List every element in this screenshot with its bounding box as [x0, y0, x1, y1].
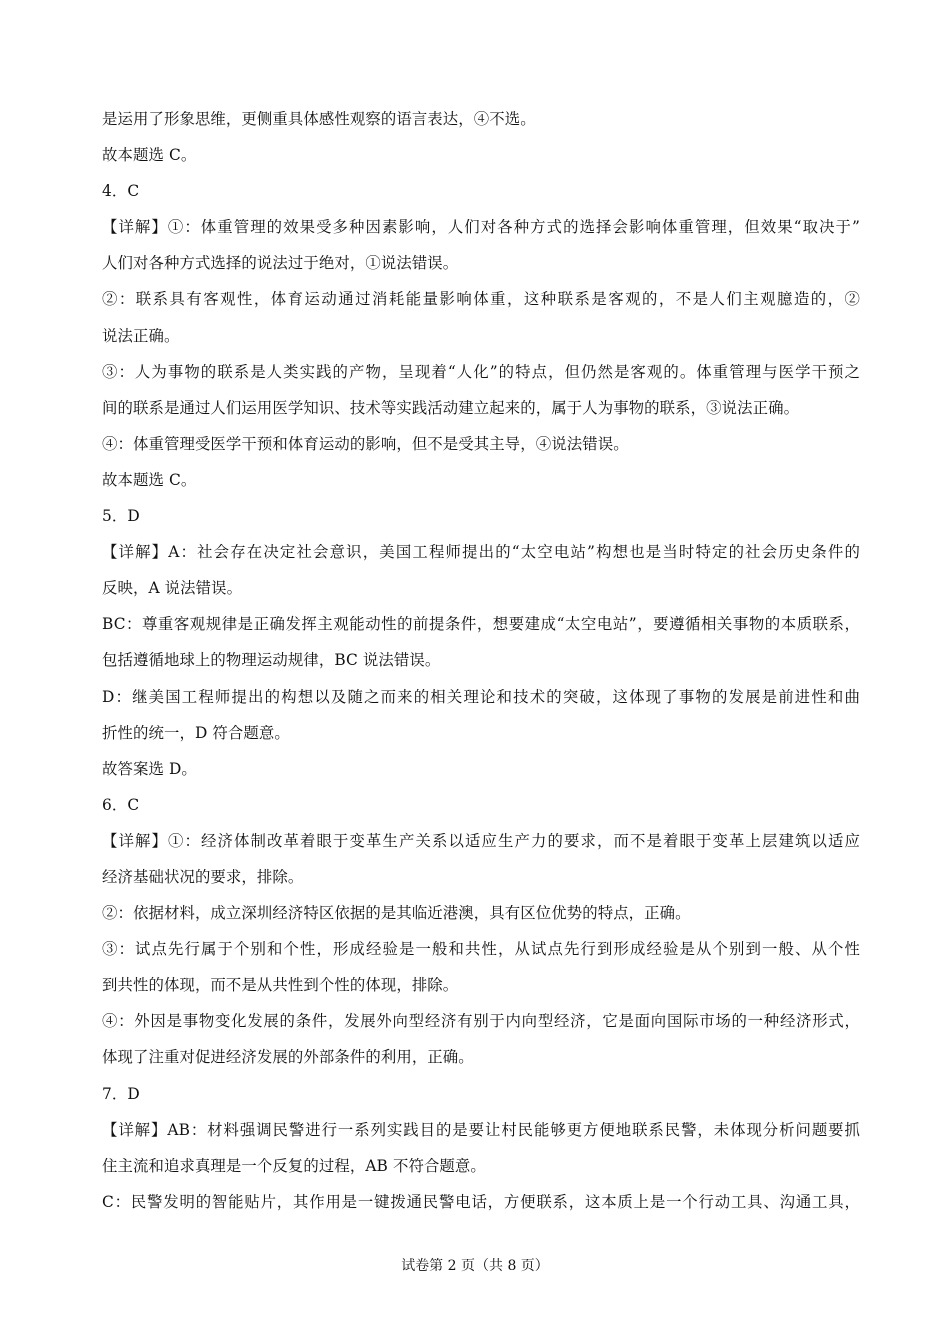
text-line: 【详解】①：经济体制改革着眼于变革生产关系以适应生产力的要求，而不是着眼于变革上层建筑以适应: [102, 831, 860, 850]
text-line: 4．C: [102, 182, 140, 201]
text-line: 故答案选 D。: [102, 759, 197, 778]
text-line: 【详解】①：体重管理的效果受多种因素影响，人们对各种方式的选择会影响体重管理，但效果“取决于”: [102, 218, 860, 237]
text-line: 是运用了形象思维，更侧重具体感性观察的语言表达，④不选。: [102, 110, 536, 128]
text-line: 7．D: [102, 1084, 140, 1103]
text-line: ②：依据材料，成立深圳经济特区依据的是其临近港澳，具有区位优势的特点，正确。: [102, 904, 691, 923]
text-line: 住主流和追求真理是一个反复的过程，AB 不符合题意。: [102, 1156, 486, 1175]
text-line: 折性的统一，D 符合题意。: [102, 723, 290, 742]
text-line: 故本题选 C。: [102, 470, 197, 489]
text-line: ②：联系具有客观性，体育运动通过消耗能量影响体重，这种联系是客观的，不是人们主观臆造的，②: [102, 290, 860, 309]
text-line: 说法正确。: [102, 326, 180, 345]
page-footer: 试卷第 2 页（共 8 页）: [401, 1258, 549, 1274]
text-line: 到共性的体现，而不是从共性到个性的体现，排除。: [102, 976, 459, 995]
text-line: ③：试点先行属于个别和个性，形成经验是一般和共性，从试点先行到形成经验是从个别到一般、从个性: [102, 940, 860, 959]
text-line: 经济基础状况的要求，排除。: [102, 867, 304, 886]
answer-content: [102, 101, 860, 1220]
text-line: ④：体重管理受医学干预和体育运动的影响，但不是受其主导，④说法错误。: [102, 434, 629, 453]
text-line: 反映，A 说法错误。: [102, 579, 243, 598]
text-line: ④：外因是事物变化发展的条件，发展外向型经济有别于内向型经济，它是面向国际市场的一种经济形式，: [102, 1012, 860, 1031]
text-line: D：继美国工程师提出的构想以及随之而来的相关理论和技术的突破，这体现了事物的发展是前进性和曲: [102, 687, 860, 706]
text-line: 【详解】AB：材料强调民警进行一系列实践目的是要让村民能够更方便地联系民警，未体现分析问题要抓: [102, 1120, 860, 1139]
text-line: 5．D: [102, 507, 140, 526]
text-line: 包括遵循地球上的物理运动规律，BC 说法错误。: [102, 651, 441, 670]
text-line: 体现了注重对促进经济发展的外部条件的利用，正确。: [102, 1048, 474, 1067]
text-line: 故本题选 C。: [102, 146, 197, 165]
text-line: 【详解】A：社会存在决定社会意识，美国工程师提出的“太空电站”构想也是当时特定的社会历史条件的: [102, 543, 860, 562]
text-line: C：民警发明的智能贴片，其作用是一键拨通民警电话，方便联系，这本质上是一个行动工具、沟通工具，: [102, 1192, 860, 1211]
text-line: 6．C: [102, 795, 140, 814]
text-line: ③：人为事物的联系是人类实践的产物，呈现着“人化”的特点，但仍然是客观的。体重管理与医学干预之: [102, 362, 860, 381]
text-line: BC：尊重客观规律是正确发挥主观能动性的前提条件，想要建成“太空电站”，要遵循相关事物的本质联系，: [102, 615, 860, 634]
text-line: 人们对各种方式选择的说法过于绝对，①说法错误。: [102, 254, 459, 273]
text-line: 间的联系是通过人们运用医学知识、技术等实践活动建立起来的，属于人为事物的联系，③说法正确。: [102, 398, 800, 417]
